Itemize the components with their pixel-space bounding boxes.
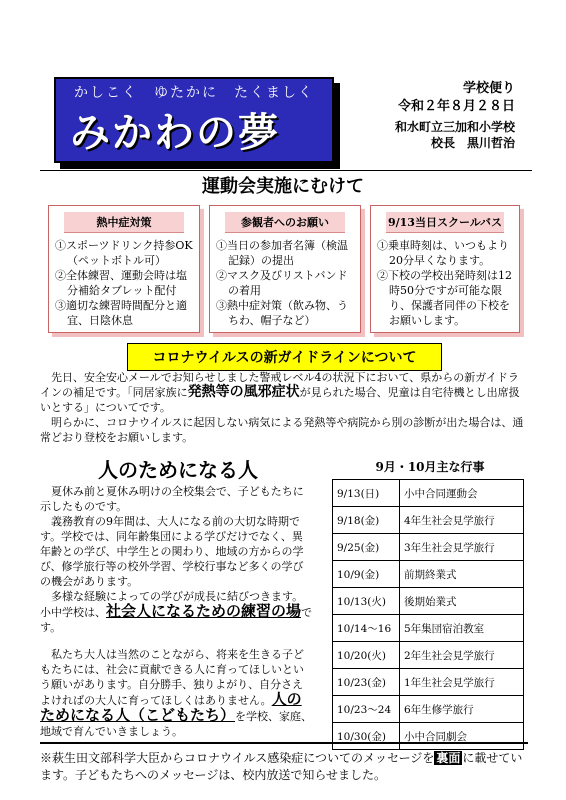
event-row (333, 507, 524, 534)
issue-info (345, 80, 515, 116)
event-row (333, 534, 524, 561)
event-row (333, 588, 524, 615)
box-item: ③適切な練習時間配分と適宜、日陰休息 (55, 299, 187, 327)
event-name: 前期終業式 (400, 561, 524, 588)
event-name: 1年生社会見学旅行 (400, 669, 524, 696)
corona-paragraph (40, 370, 528, 415)
emphasis-text: 発熱等の風邪症状 (187, 384, 300, 400)
box-title: 9/13当日スクールバス (386, 212, 504, 233)
article-title: 人のためになる人 (98, 458, 258, 482)
issue-date: 令和２年８月２８日 (397, 99, 515, 114)
event-name: 小中合同劇会 (400, 723, 524, 750)
box-title: 熱中症対策 (64, 212, 184, 233)
text: 私たち大人は当然のことながら、将来を生きる子どもたちには、社会に貢献できる人に育ってほしいという願いがあります。自分勝手、独りよがり、自分さえよければの大人に育ってほしくはありません。 (40, 648, 304, 707)
article-body (40, 484, 312, 739)
events-table (332, 479, 524, 750)
article-paragraph: 夏休み前と夏休み明けの全校集会で、子どもたちに示したものです。 (40, 485, 304, 513)
text: 先日、安全安心メールでお知らせしました警戒レベル4の状況下において、県からの新ガイドラインの補足です。「同居家族に (40, 371, 519, 399)
event-name: 小中合同運動会 (400, 480, 524, 507)
visitor-request-box (209, 205, 361, 333)
footer-rule (40, 742, 528, 744)
principal-name: 校長 黒川哲治 (430, 136, 515, 150)
text: が見られた場合、児童は自宅待機とし出席扱いとする」についてです。 (40, 386, 520, 414)
event-row (333, 642, 524, 669)
emphasis-text: 人のためになる人（こどもたち） (40, 690, 302, 724)
box-item: ③熱中症対策（飲み物、うちわ、帽子など） (216, 299, 348, 327)
event-row (333, 669, 524, 696)
events-title: 9月・10月主な行事 (375, 460, 485, 474)
corona-guideline-title: コロナウイルスの新ガイドラインについて (127, 343, 442, 371)
box-title: 参観者へのお願い (225, 212, 345, 233)
back-page-highlight: 裏面 (436, 751, 461, 765)
event-row (333, 696, 524, 723)
corona-guideline-body (40, 370, 528, 445)
text: ※萩生田文部科学大臣からコロナウイルス感染症についてのメッセージを (40, 751, 435, 765)
article-paragraph (40, 647, 312, 739)
event-date: 10/23～24 (333, 696, 400, 723)
section-headline: 運動会実施にむけて (202, 176, 364, 197)
box-item: ①当日の参加者名簿（検温記録）の提出 (216, 239, 348, 267)
event-name: 5年集団宿泊教室 (400, 615, 524, 642)
issue-label: 学校便り (462, 81, 515, 96)
event-row (333, 615, 524, 642)
event-name: 2年生社会見学旅行 (400, 642, 524, 669)
event-row (333, 480, 524, 507)
emphasis-text: 社会人になるための練習の場 (106, 602, 302, 620)
school-info (345, 119, 515, 151)
corona-paragraph: 明らかに、コロナウイルスに起因しない病気による発熱等や病院から別の診断が出た場合は、通常どおり登校をお願いします。 (40, 416, 524, 444)
box-item: ①乗車時刻は、いつもより20分早くなります。 (377, 239, 509, 267)
header-rule (40, 170, 532, 171)
box-item: ②マスク及びリストバンドの着用 (216, 269, 348, 297)
event-name: 3年生社会見学旅行 (400, 534, 524, 561)
event-date: 10/13(火) (333, 588, 400, 615)
newsletter-title: みかわの夢 (70, 109, 280, 156)
event-date: 9/13(日) (333, 480, 400, 507)
event-date: 10/14～16 (333, 615, 400, 642)
event-date: 10/30(金) (333, 723, 400, 750)
event-date: 9/18(金) (333, 507, 400, 534)
article-paragraph: 義務教育の9年間は、大人になる前の大切な時期です。学校では、同年齢集団による学びだけでなく、異年齢との学び、中学生との関わり、地域の方からの学び、修学旅行等の校外学習、学校行事など多くの学びの機会があります。 (40, 515, 304, 588)
school-bus-box (370, 205, 520, 333)
text: です。 (40, 606, 313, 634)
event-row (333, 561, 524, 588)
event-row (333, 723, 524, 750)
article-paragraph (40, 589, 312, 635)
event-date: 10/9(金) (333, 561, 400, 588)
event-name: 後期始業式 (400, 588, 524, 615)
event-name: 6年生修学旅行 (400, 696, 524, 723)
heatstroke-box (48, 205, 200, 333)
box-item: ①スポーツドリンク持参OK（ペットボトル可） (55, 239, 193, 267)
event-date: 9/25(金) (333, 534, 400, 561)
event-name: 4年生社会見学旅行 (400, 507, 524, 534)
event-date: 10/20(火) (333, 642, 400, 669)
box-item: ②下校の学校出発時刻は12時50分ですが可能な限り、保護者同伴の下校をお願いします。 (377, 269, 512, 327)
footer-note (40, 750, 530, 784)
text: に載せています。子どもたちへのメッセージは、校内放送で知らせました。 (40, 751, 523, 782)
slogan: かしこく ゆたかに たくましく (74, 85, 314, 101)
text: 多様な経験によっての学びが成長に結びつきます。小中学校は、 (40, 590, 304, 619)
school-name: 和水町立三加和小学校 (394, 120, 515, 134)
event-date: 10/23(金) (333, 669, 400, 696)
box-item: ②全体練習、運動会時は塩分補給タブレット配付 (55, 269, 187, 297)
text: を学校、家庭、地域で育んでいきましょう。 (40, 710, 313, 738)
masthead-banner (54, 77, 334, 163)
